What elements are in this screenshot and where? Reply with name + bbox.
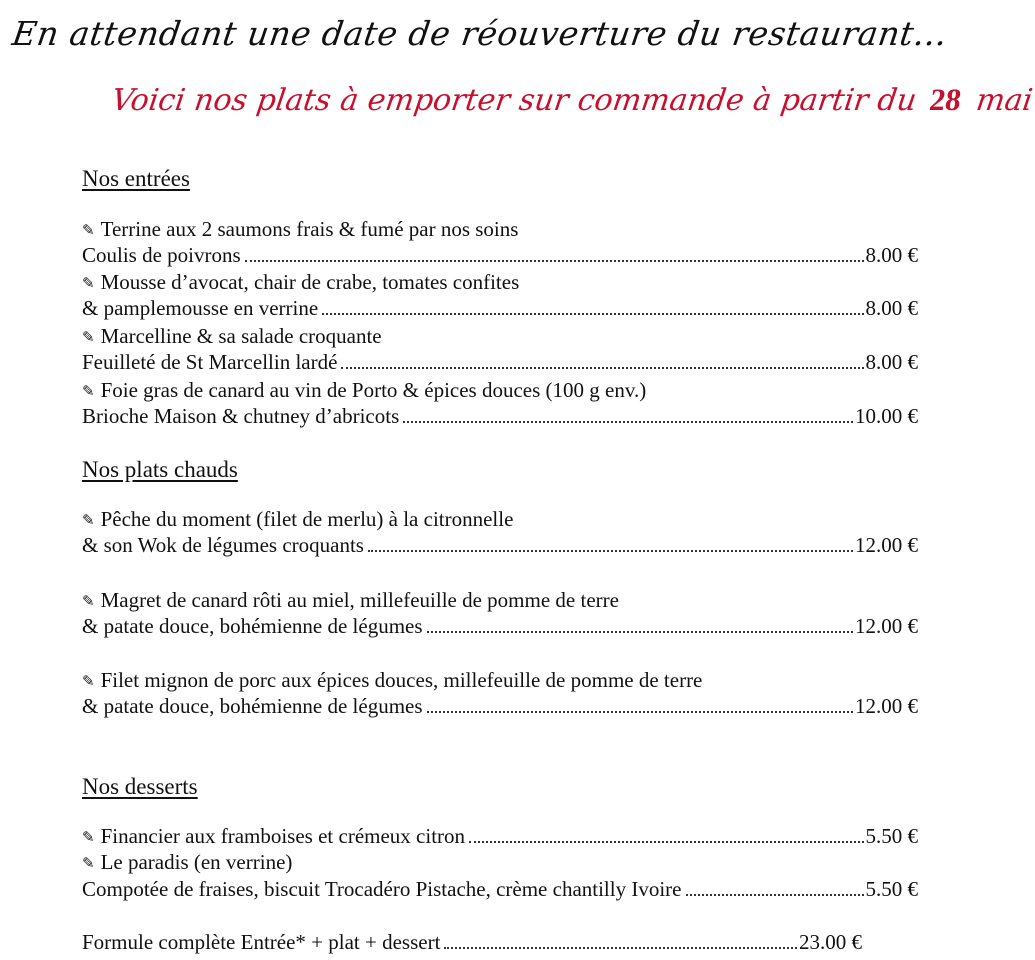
price: 12.00 €: [855, 694, 918, 718]
price: 8.00 €: [865, 350, 918, 374]
dotted-leader: [245, 260, 864, 262]
formule-price: 23.00 €: [799, 930, 862, 954]
bullet-icon: ✎: [82, 830, 95, 846]
price: 8.00 €: [865, 296, 918, 320]
section-title-desserts: Nos desserts: [82, 774, 198, 799]
dotted-leader: [403, 421, 853, 423]
menu-item-line: ✎ Mousse d’avocat, chair de crabe, tomates confites: [82, 269, 519, 298]
menu-item-line: ✎ Le paradis (en verrine): [82, 849, 292, 878]
dotted-leader: [427, 711, 853, 713]
price: 5.50 €: [865, 877, 918, 901]
menu-item-line: ✎ Marcelline & sa salade croquante: [82, 323, 382, 352]
bullet-icon: ✎: [82, 384, 95, 400]
bullet-icon: ✎: [82, 276, 95, 292]
menu-item-price-row: & pamplemousse en verrine 8.00 €: [82, 296, 918, 320]
menu-item-price-row: Feuilleté de St Marcellin lardé 8.00 €: [82, 350, 918, 374]
formule-row: [82, 929, 862, 955]
bullet-icon: ✎: [82, 513, 95, 529]
menu-item-price-row: & patate douce, bohémienne de légumes 12.00 €: [82, 694, 918, 718]
price: 12.00 €: [855, 614, 918, 638]
dotted-leader: [686, 894, 864, 896]
bullet-icon: ✎: [82, 223, 95, 239]
dotted-leader: [341, 367, 863, 369]
menu-item-line: ✎ Terrine aux 2 saumons frais & fumé par nos soins: [82, 216, 518, 245]
header-line-1: En attendant une date de réouverture du restaurant…: [9, 14, 951, 53]
bullet-icon: ✎: [82, 594, 95, 610]
menu-item-price-row: Coulis de poivrons 8.00 €: [82, 243, 918, 267]
bullet-icon: ✎: [82, 856, 95, 872]
header-date-month: mai: [973, 83, 1035, 118]
price: 5.50 €: [865, 824, 918, 848]
menu-item-price-row: Compotée de fraises, biscuit Trocadéro Pistache, crème chantilly Ivoire 5.50 €: [82, 877, 918, 901]
menu-item-price-row: & patate douce, bohémienne de légumes 12.00 €: [82, 614, 918, 638]
menu-item-price-row: ✎ Financier aux framboises et crémeux citron 5.50 €: [82, 823, 918, 852]
dotted-leader: [322, 313, 863, 315]
header-line-2-text: Voici nos plats à emporter sur commande à partir du: [109, 83, 919, 118]
bullet-icon: ✎: [82, 330, 95, 346]
header-date-day: 28: [927, 82, 964, 117]
dotted-leader: [427, 631, 853, 633]
dotted-leader: [444, 947, 797, 949]
price: 12.00 €: [855, 533, 918, 557]
header-line-2: [109, 82, 1035, 118]
bullet-icon: ✎: [82, 674, 95, 690]
menu-item-price-row: Brioche Maison & chutney d’abricots 10.00 €: [82, 404, 918, 428]
formule-label: Formule complète Entrée* + plat + dessert: [82, 930, 441, 954]
menu-item-price-row: & son Wok de légumes croquants 12.00 €: [82, 533, 918, 557]
menu-item-line: ✎ Magret de canard rôti au miel, millefeuille de pomme de terre: [82, 587, 619, 616]
price: 8.00 €: [865, 243, 918, 267]
section-title-entrees: Nos entrées: [82, 166, 190, 191]
dotted-leader: [469, 841, 863, 843]
section-title-plats: Nos plats chauds: [82, 457, 238, 482]
menu-item-line: ✎ Foie gras de canard au vin de Porto & épices douces (100 g env.): [82, 377, 646, 406]
menu-item-line: ✎ Filet mignon de porc aux épices douces, millefeuille de pomme de terre: [82, 667, 702, 696]
menu-item-line: ✎ Pêche du moment (filet de merlu) à la citronnelle: [82, 506, 513, 535]
price: 10.00 €: [855, 404, 918, 428]
dotted-leader: [368, 550, 853, 552]
